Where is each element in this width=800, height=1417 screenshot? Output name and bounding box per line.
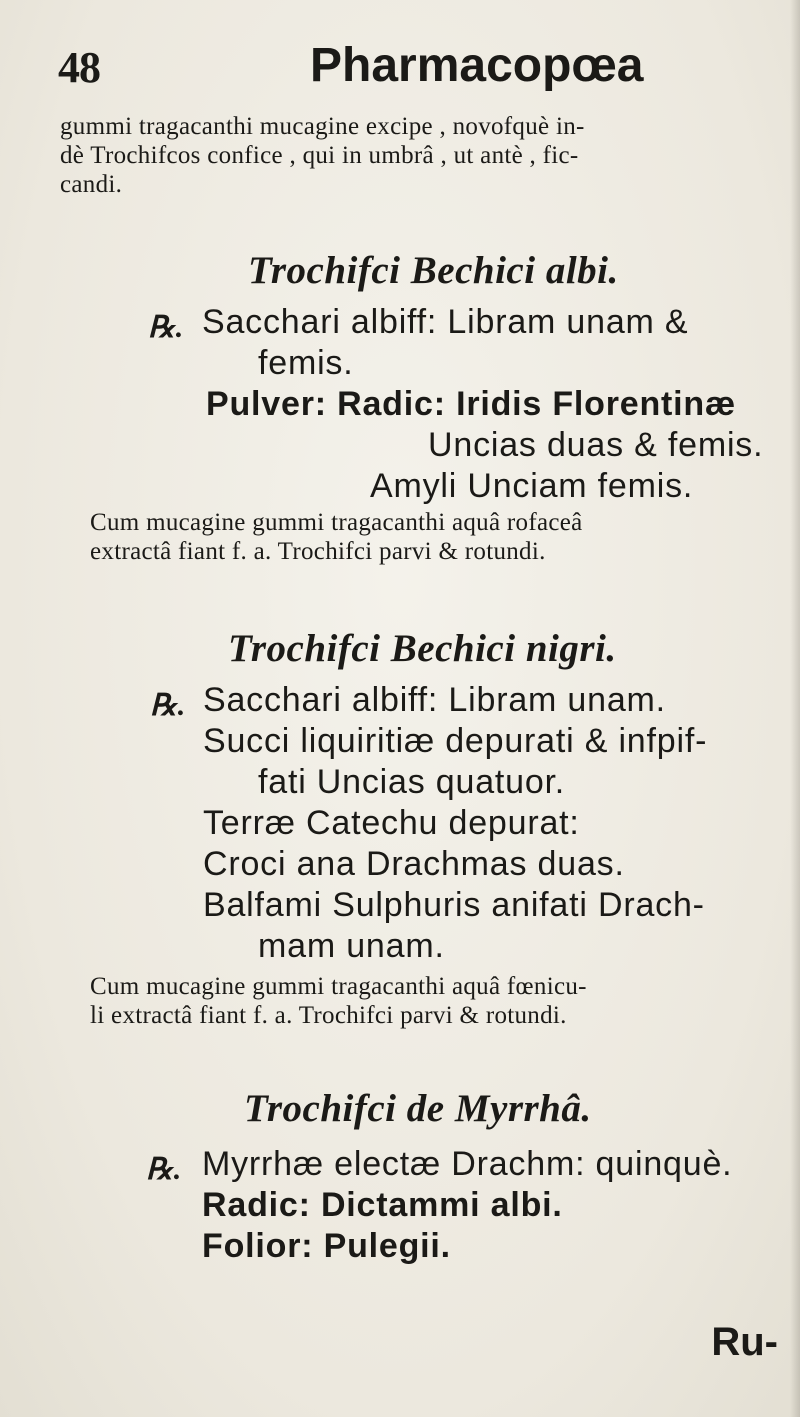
page-number: 48 bbox=[58, 43, 100, 92]
recipe-line: femis. bbox=[258, 344, 354, 382]
recipe-bechici-albi bbox=[0, 302, 800, 507]
recipe-line: Terræ Catechu depurat: bbox=[203, 804, 580, 842]
recipe-line: Balfami Sulphuris anifati Drach- bbox=[203, 886, 705, 924]
directions-line: extractâ fiant f. a. Trochifci parvi & rotundi. bbox=[90, 538, 546, 565]
recipe-line: Radic: Dictammi albi. bbox=[202, 1186, 563, 1224]
directions-line: Cum mucagine gummi tragacanthi aquâ fœnicu- bbox=[90, 973, 587, 1000]
intro-line: gummi tragacanthi mucagine excipe , novofquè in- bbox=[60, 113, 585, 140]
section-heading-bechici-nigri: Trochifci Bechici nigri. bbox=[228, 627, 617, 670]
recipe-line: Croci ana Drachmas duas. bbox=[203, 845, 625, 883]
running-head bbox=[0, 38, 800, 98]
running-title: Pharmacopœa bbox=[310, 39, 644, 92]
recipe-bechici-nigri bbox=[0, 680, 800, 967]
section-heading-de-myrrha: Trochifci de Myrrhâ. bbox=[244, 1087, 592, 1130]
intro-paragraph bbox=[60, 112, 780, 199]
recipe-line: Sacchari albiff: Libram unam. bbox=[203, 681, 666, 719]
catchword: Ru- bbox=[711, 1320, 778, 1364]
directions-bechici-albi bbox=[90, 508, 790, 566]
recipe-line: Myrrhæ electæ Drachm: quinquè. bbox=[202, 1145, 733, 1183]
recipe-line: Uncias duas & femis. bbox=[428, 426, 764, 464]
recipe-line: Amyli Unciam femis. bbox=[370, 467, 694, 505]
recipe-line: mam unam. bbox=[258, 927, 445, 965]
recipe-de-myrrha bbox=[0, 1144, 800, 1267]
recipe-symbol: ℞. bbox=[148, 311, 184, 344]
recipe-symbol: ℞. bbox=[146, 1153, 182, 1186]
recipe-line: fati Uncias quatuor. bbox=[258, 763, 566, 801]
directions-line: li extractâ fiant f. a. Trochifci parvi & rotundi. bbox=[90, 1002, 567, 1029]
directions-line: Cum mucagine gummi tragacanthi aquâ rofaceâ bbox=[90, 509, 583, 536]
recipe-line: Folior: Pulegii. bbox=[202, 1227, 451, 1265]
recipe-line: Pulver: Radic: Iridis Florentinæ bbox=[206, 385, 737, 423]
recipe-line: Succi liquiritiæ depurati & infpif- bbox=[203, 722, 708, 760]
intro-line: candi. bbox=[60, 171, 123, 198]
directions-bechici-nigri bbox=[90, 972, 790, 1030]
section-heading-bechici-albi: Trochifci Bechici albi. bbox=[248, 249, 619, 292]
intro-line: dè Trochifcos confice , qui in umbrâ , ut antè , fic- bbox=[60, 142, 579, 169]
recipe-symbol: ℞. bbox=[150, 689, 186, 722]
recipe-line: Sacchari albiff: Libram unam & bbox=[202, 303, 689, 341]
